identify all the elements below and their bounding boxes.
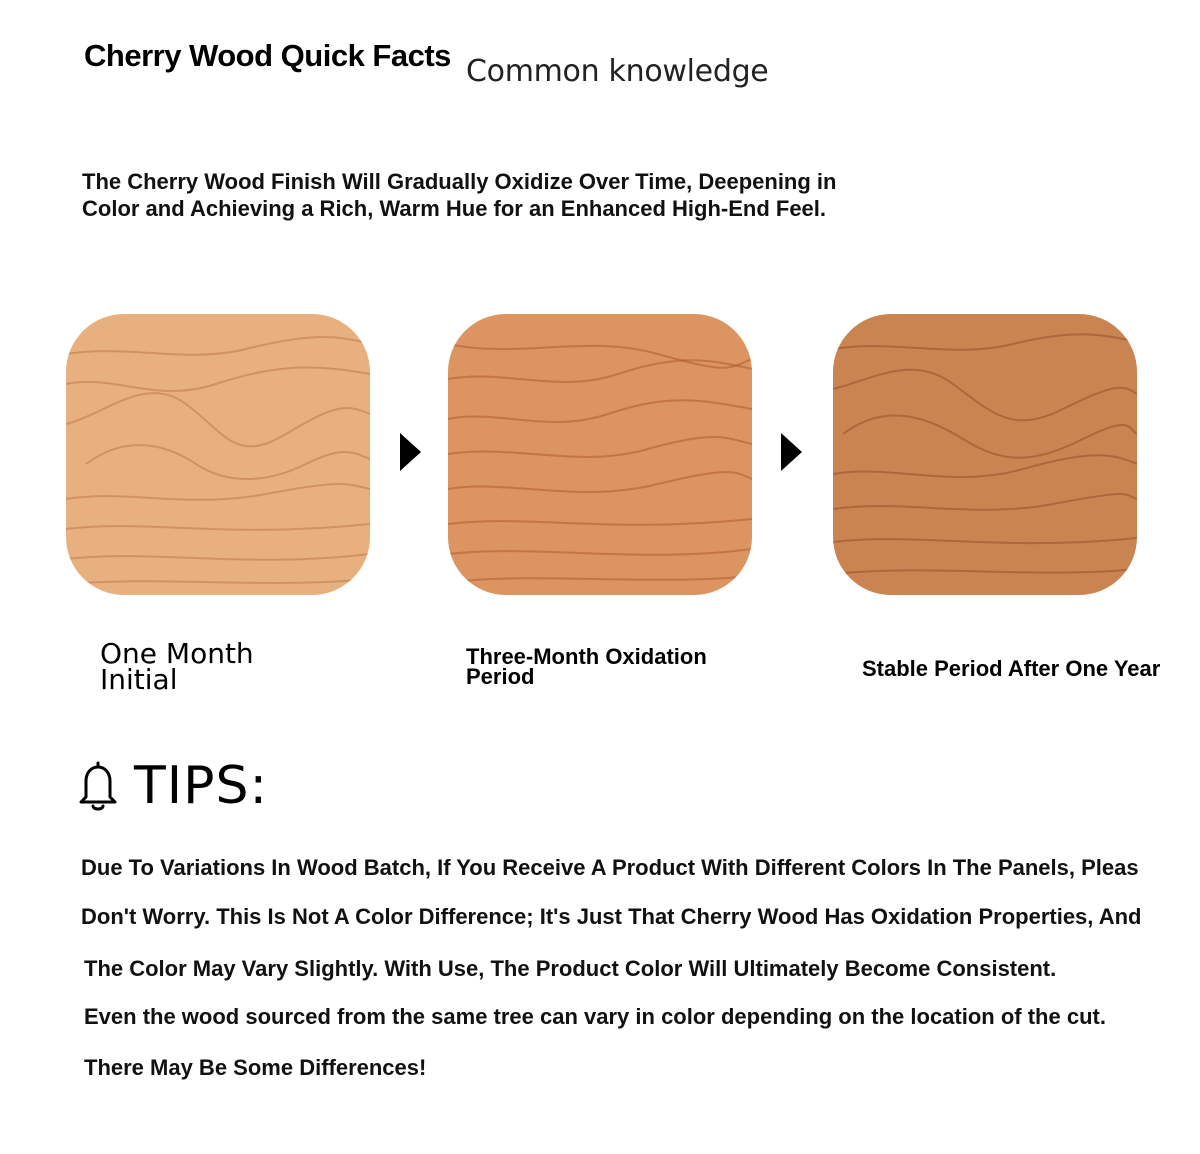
intro-line: Color and Achieving a Rich, Warm Hue for an Enhanced High-End Feel. xyxy=(82,196,827,221)
page-title: Cherry Wood Quick Facts xyxy=(84,38,451,73)
stage-label-one-year xyxy=(862,656,1160,682)
wood-grain-image xyxy=(448,314,752,595)
tip-line: The Color May Vary Slightly. With Use, The Product Color Will Ultimately Become Consistent. xyxy=(84,956,1057,981)
intro-text xyxy=(82,168,902,222)
tip-line: Even the wood sourced from the same tree can vary in color depending on the location of the cut. xyxy=(84,1004,1106,1029)
tips-heading xyxy=(78,758,268,814)
stage-label-one-month xyxy=(100,637,254,696)
tip-line: Due To Variations In Wood Batch, If You Receive A Product With Different Colors In The Panels, Pleas xyxy=(81,855,1139,880)
tip-line: Don't Worry. This Is Not A Color Difference; It's Just That Cherry Wood Has Oxidation Properties, And xyxy=(81,904,1142,929)
intro-line: The Cherry Wood Finish Will Gradually Oxidize Over Time, Deepening in xyxy=(82,169,837,194)
stage-label-line: Stable Period After One Year xyxy=(862,656,1161,681)
triangle-right-icon xyxy=(781,433,802,471)
stage-label-three-month xyxy=(466,644,707,689)
stage-label-line: Initial xyxy=(100,663,178,696)
wood-swatch-one-month xyxy=(66,314,370,595)
wood-swatch-one-year xyxy=(833,314,1137,595)
bell-icon xyxy=(78,759,118,813)
tips-title: TIPS: xyxy=(134,756,268,816)
page-subtitle: Common knowledge xyxy=(466,54,769,89)
wood-grain-image xyxy=(833,314,1137,595)
wood-grain-image xyxy=(66,314,370,595)
tip-line: There May Be Some Differences! xyxy=(84,1055,427,1080)
triangle-right-icon xyxy=(400,433,421,471)
stage-label-line: One Month xyxy=(100,637,254,670)
stage-label-line: Period xyxy=(466,664,535,689)
wood-swatch-three-month xyxy=(448,314,752,595)
stage-label-line: Three-Month Oxidation xyxy=(466,644,707,669)
